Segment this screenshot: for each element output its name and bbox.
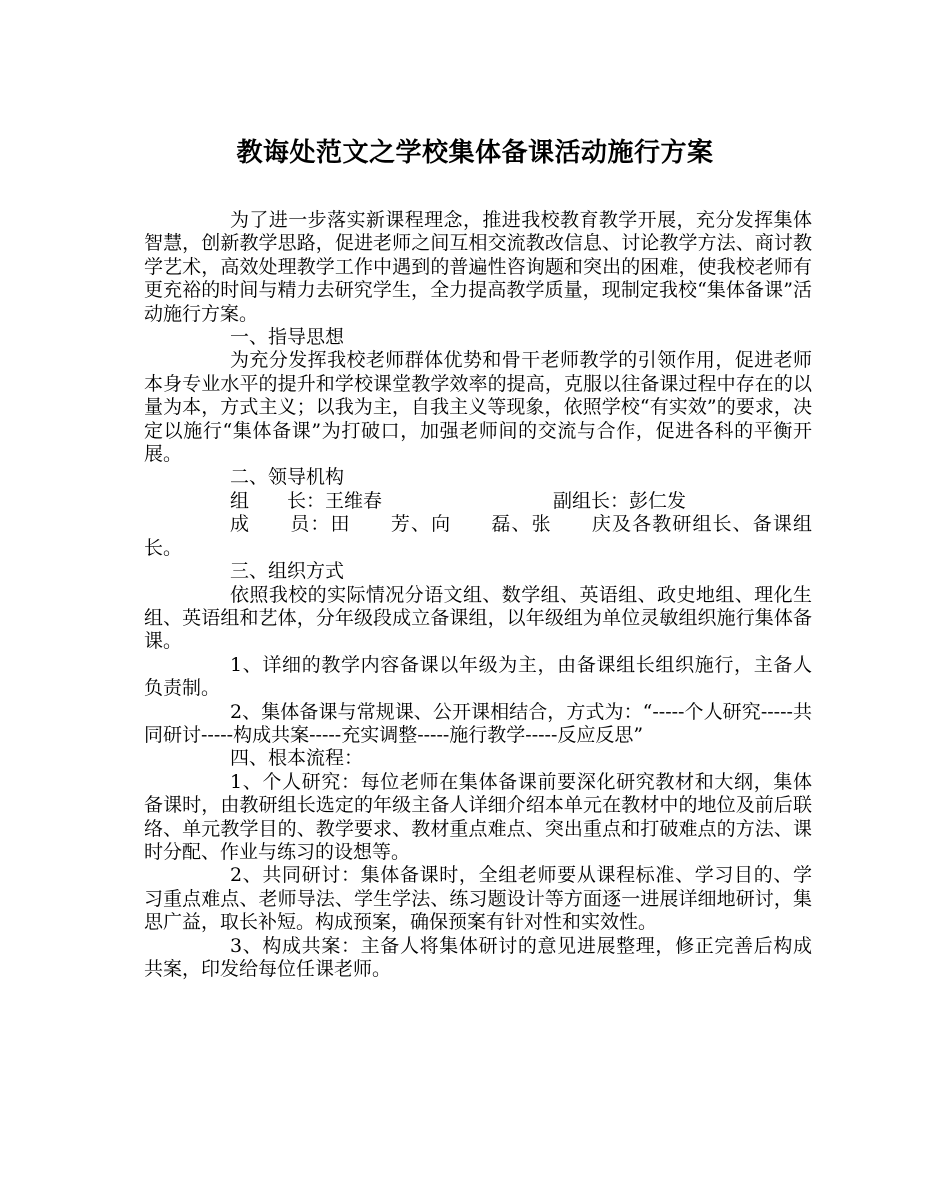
page-title: 教诲处范文之学校集体备课活动施行方案 xyxy=(236,138,714,168)
organization-paragraph: 依照我校的实际情况分语文组、数学组、英语组、政史地组、理化生组、英语组和艺体，分年级段成立备课组，以年级组为单位灵敏组织施行集体备课。 xyxy=(144,583,812,653)
guiding-idea-paragraph: 为充分发挥我校老师群体优势和骨干老师教学的引领作用，促进老师本身专业水平的提升和学校课堂教学效率的提高，克服以往备课过程中存在的以量为本，方式主义；以我为主，自我主义等现象，依照学校“有实效”的要求，决定以施行“集体备课”为打破口，加强老师间的交流与合作，促进各科的平衡开展。 xyxy=(144,349,812,466)
leader-line: 组 长：王维春 xyxy=(230,489,383,512)
organization-item-2: 2、集体备课与常规课、公开课相结合，方式为：“-----个人研究-----共同研讨-----构成共案-----充实调整-----施行教学-----反应反思” xyxy=(144,700,812,746)
leadership-row xyxy=(230,490,812,513)
process-item-3: 3、构成共案：主备人将集体研讨的意见进展整理，修正完善后构成共案，印发给每位任课老师。 xyxy=(144,934,812,980)
intro-paragraph: 为了进一步落实新课程理念，推进我校教育教学开展，充分发挥集体智慧，创新教学思路，促进老师之间互相交流教改信息、讨论教学方法、商讨教学艺术，高效处理教学工作中遇到的普遍性咨询题和突出的困难，使我校老师有更充裕的时间与精力去研究学生，全力提高教学质量，现制定我校“集体备课”活动施行方案。 xyxy=(144,209,812,325)
document-body xyxy=(144,209,812,981)
deputy-leader-line: 副组长：彭仁发 xyxy=(553,489,687,512)
section-heading-guiding-idea: 一、指导思想 xyxy=(230,326,345,349)
members-line: 成 员：田 芳、向 磊、张 庆及各教研组长、备课组长。 xyxy=(144,513,812,559)
section-heading-organization: 三、组织方式 xyxy=(230,560,345,583)
section-heading-process: 四、根本流程： xyxy=(230,747,364,770)
process-item-1: 1、个人研究：每位老师在集体备课前要深化研究教材和大纲，集体备课时，由教研组长选定的年级主备人详细介绍本单元在教材中的地位及前后联络、单元教学目的、教学要求、教材重点难点、突出重点和打破难点的方法、课时分配、作业与练习的设想等。 xyxy=(144,770,812,863)
organization-item-1: 1、详细的教学内容备课以年级为主，由备课组长组织施行，主备人负责制。 xyxy=(144,653,812,700)
section-heading-leadership: 二、领导机构 xyxy=(230,466,345,489)
process-item-2: 2、共同研讨：集体备课时，全组老师要从课程标准、学习目的、学习重点难点、老师导法、学生学法、练习题设计等方面逐一进展详细地研讨，集思广益，取长补短。构成预案，确保预案有针对性和实效性。 xyxy=(144,864,812,934)
